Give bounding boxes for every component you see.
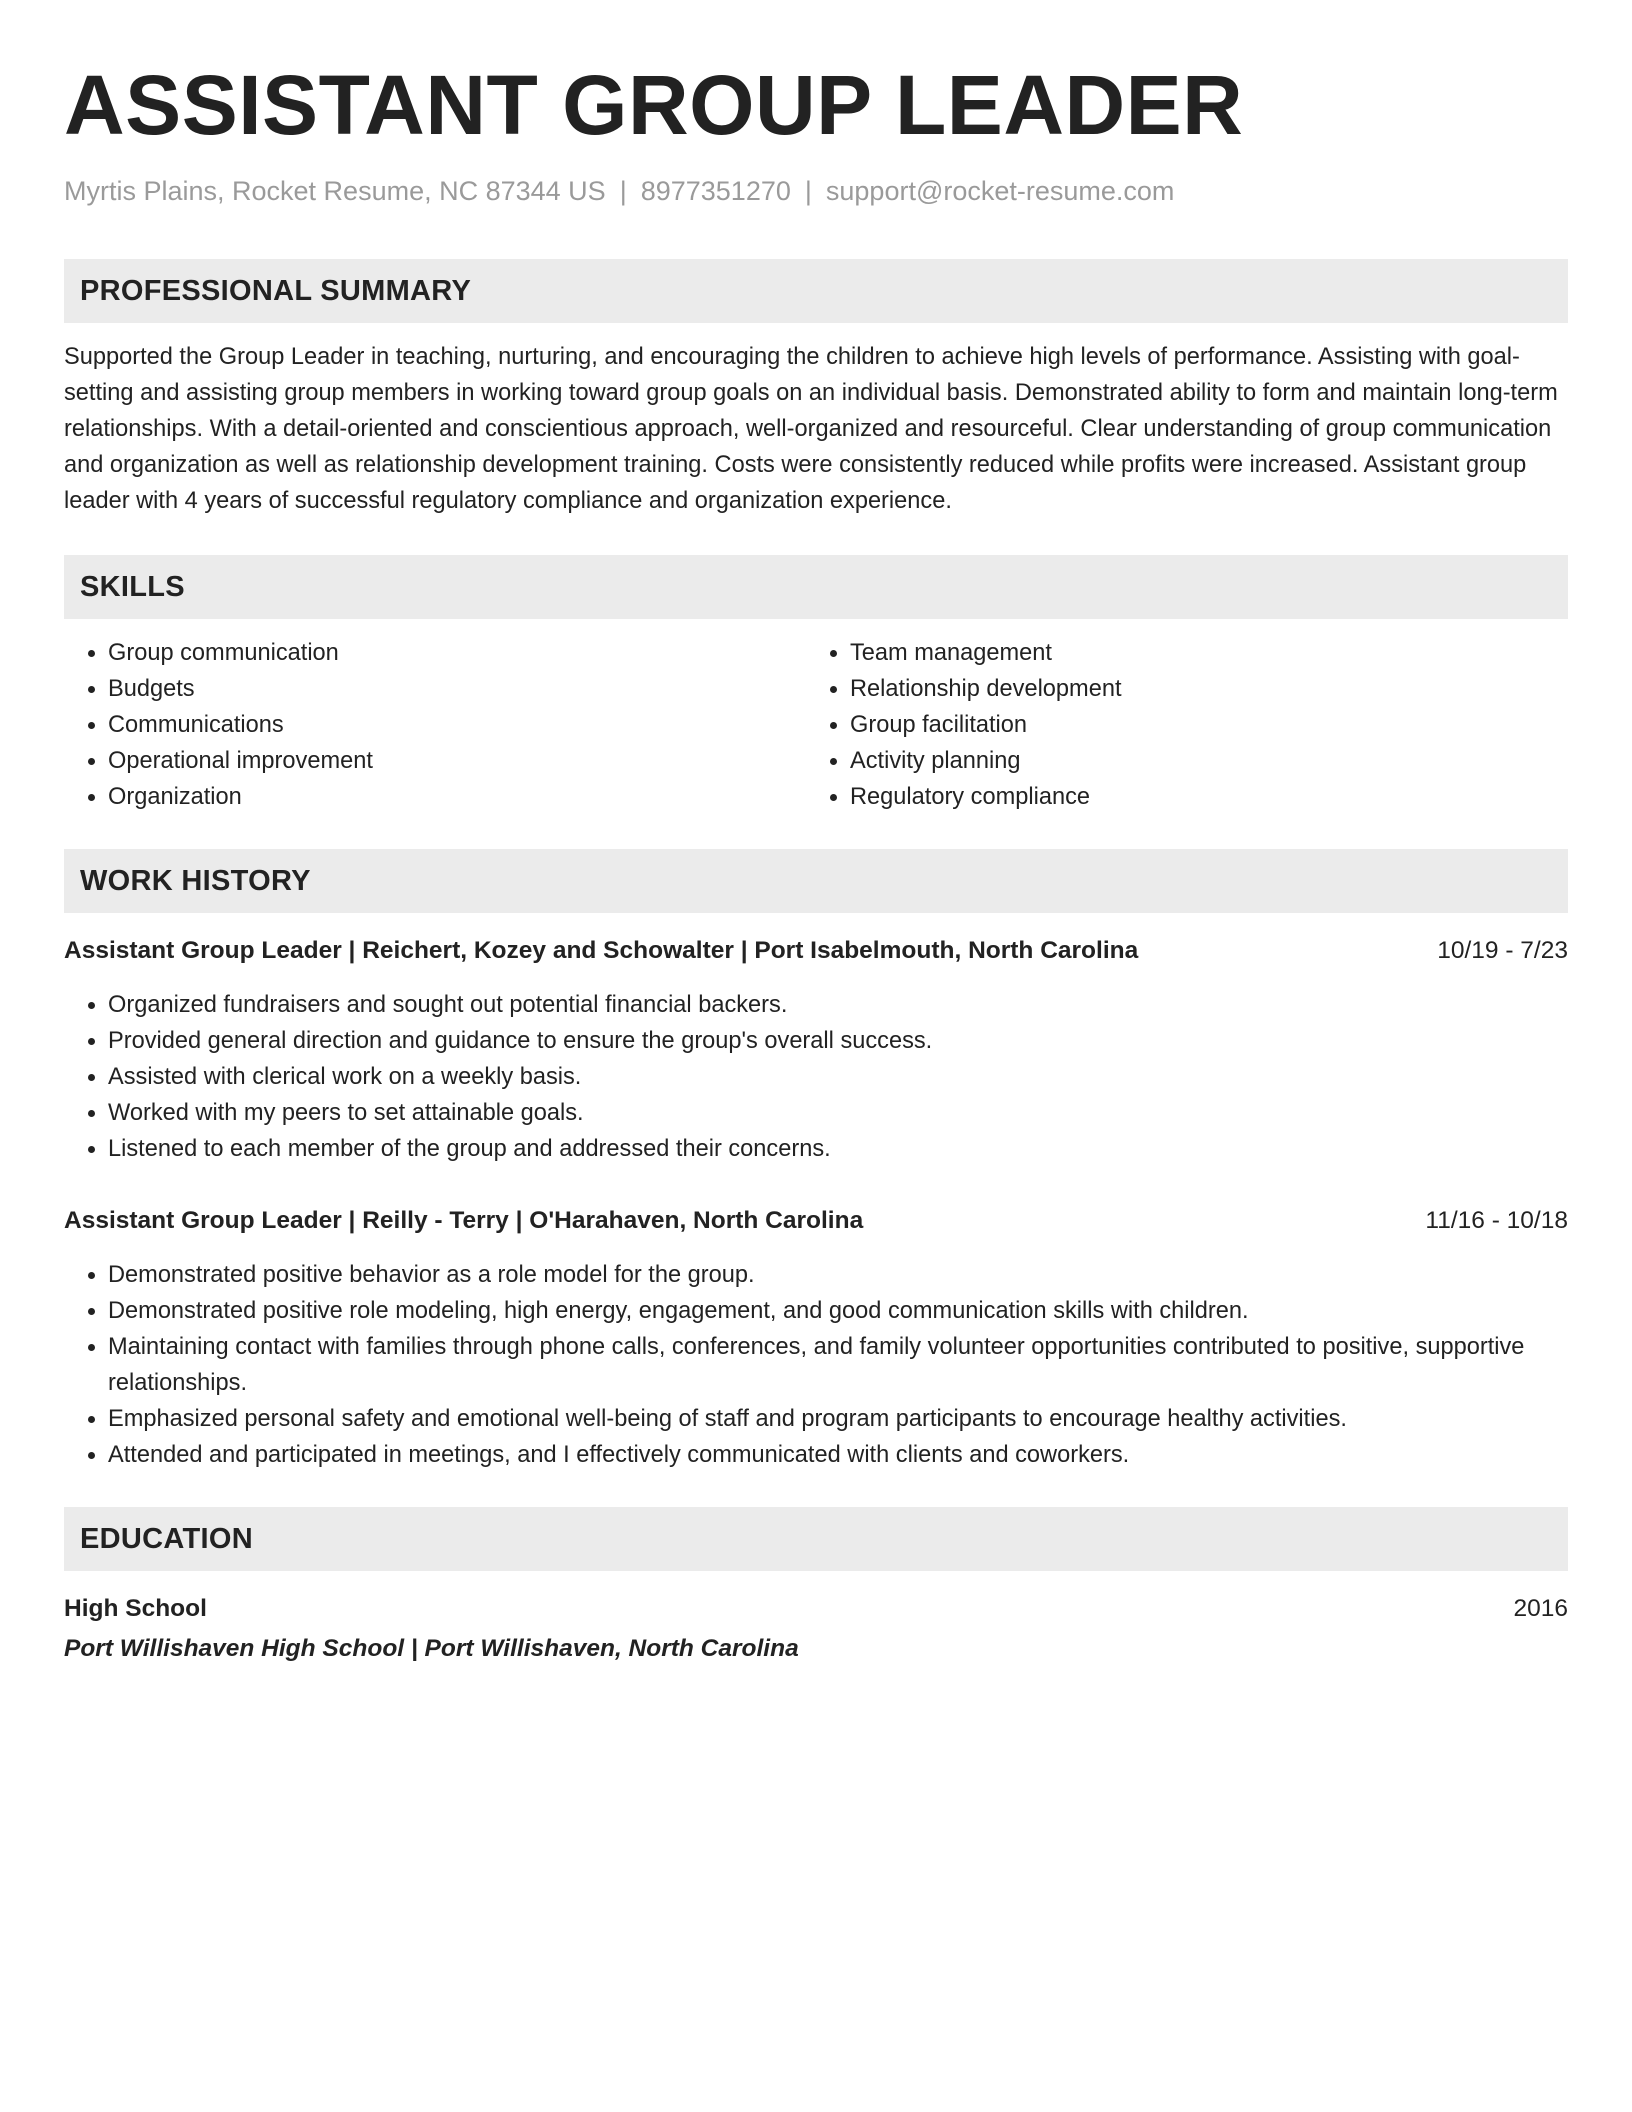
skill-item: • Group facilitation (850, 707, 1566, 743)
section-header-work-history: WORK HISTORY (64, 849, 1568, 913)
skills-column-right (806, 635, 1566, 815)
skill-item: • Operational improvement (108, 743, 806, 779)
skill-item: • Activity planning (850, 743, 1566, 779)
contact-address: Myrtis Plains, Rocket Resume, NC 87344 US (64, 176, 606, 206)
summary-text: Supported the Group Leader in teaching, nurturing, and encouraging the children to achieve high levels of performance. Assisting with goal-setting and assisting group members in working toward group goals on an individual basis. Demonstrated ability to form and maintain long-term relationships. With a detail-oriented and conscientious approach, well-organized and resourceful. Clear understanding of group communication and organization as well as relationship development training. Costs were consistently reduced while profits were increased. Assistant group leader with 4 years of successful regulatory compliance and organization experience. (64, 344, 1558, 514)
contact-line (64, 174, 1568, 208)
job-bullet: • Organized fundraisers and sought out potential financial backers. (108, 987, 1568, 1023)
skill-item: • Communications (108, 707, 806, 743)
job-dates: 10/19 - 7/23 (1437, 937, 1568, 964)
job-bullet: • Maintaining contact with families through phone calls, conferences, and family volunteer opportunities contributed to positive, supportive relationships. (108, 1329, 1568, 1401)
contact-email: support@rocket-resume.com (825, 176, 1175, 206)
skill-item: • Organization (108, 779, 806, 815)
contact-phone: 8977351270 (640, 176, 791, 206)
job-bullet: • Assisted with clerical work on a weekly basis. (108, 1059, 1568, 1095)
skill-item: • Group communication (108, 635, 806, 671)
job-bullets (64, 1257, 1568, 1473)
section-header-education: EDUCATION (64, 1507, 1568, 1571)
job-bullet: • Attended and participated in meetings, and I effectively communicated with clients and coworkers. (108, 1437, 1568, 1473)
contact-separator: | (619, 176, 627, 206)
job-bullets (64, 987, 1568, 1167)
section-header-skills: SKILLS (64, 555, 1568, 619)
job-entry (64, 1203, 1568, 1473)
job-bullet: • Demonstrated positive role modeling, high energy, engagement, and good communication skills with children. (108, 1293, 1568, 1329)
job-bullet: • Emphasized personal safety and emotional well-being of staff and program participants to encourage healthy activities. (108, 1401, 1568, 1437)
section-header-summary: PROFESSIONAL SUMMARY (64, 259, 1568, 323)
resume-name: ASSISTANT GROUP LEADER (64, 58, 1244, 152)
skills-column-left (64, 635, 806, 815)
job-bullet: • Provided general direction and guidance to ensure the group's overall success. (108, 1023, 1568, 1059)
job-title: Assistant Group Leader | Reichert, Kozey and Schowalter | Port Isabelmouth, North Carolina (64, 937, 1139, 964)
job-heading-row (64, 933, 1568, 969)
education-heading-row (64, 1591, 1568, 1627)
education-degree: High School (64, 1595, 207, 1622)
contact-separator: | (804, 176, 812, 206)
skill-item: • Regulatory compliance (850, 779, 1566, 815)
job-title: Assistant Group Leader | Reilly - Terry | O'Harahaven, North Carolina (64, 1207, 864, 1234)
skill-item: • Relationship development (850, 671, 1566, 707)
skill-item: • Team management (850, 635, 1566, 671)
job-bullet: • Listened to each member of the group and addressed their concerns. (108, 1131, 1568, 1167)
job-entry (64, 933, 1568, 1167)
job-bullet: • Worked with my peers to set attainable goals. (108, 1095, 1568, 1131)
job-heading-row (64, 1203, 1568, 1239)
skill-item: • Budgets (108, 671, 806, 707)
job-bullet: • Demonstrated positive behavior as a role model for the group. (108, 1257, 1568, 1293)
education-school: Port Willishaven High School | Port Willishaven, North Carolina (64, 1635, 799, 1662)
skills-list (64, 635, 1568, 815)
education-year: 2016 (1513, 1595, 1568, 1622)
job-dates: 11/16 - 10/18 (1425, 1207, 1568, 1234)
